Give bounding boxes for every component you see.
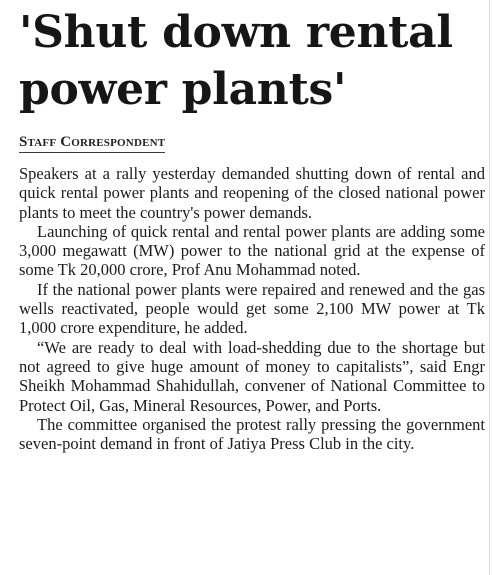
byline-row (19, 131, 165, 153)
column-rule (489, 0, 490, 575)
headline: 'Shut down rental power plants' (19, 7, 453, 115)
paragraph: If the national power plants were repaired and renewed and the gas wells reactivated, people would get some 2,100 MW power at Tk 1,000 crore expenditure, he added. (19, 279, 485, 338)
article-body (19, 164, 485, 453)
paragraph: The committee organised the protest rally pressing the government seven-point demand in front of Jatiya Press Club in the city. (19, 414, 485, 454)
paragraph: “We are ready to deal with load-shedding due to the shortage but not agreed to give huge amount of money to capitalists”, said Engr Sheikh Mohammad Shahidullah, convener of National Committee to Protect Oil, Gas, Mineral Resources, Power, and Ports. (19, 337, 485, 415)
paragraph: Speakers at a rally yesterday demanded shutting down of rental and quick rental power plants and reopening of the closed national power plants to meet the country's power demands. (19, 164, 485, 222)
paragraph: Launching of quick rental and rental power plants are adding some 3,000 megawatt (MW) power to the national grid at the expense of some Tk 20,000 crore, Prof Anu Mohammad noted. (19, 221, 485, 280)
byline: Staff Correspondent (19, 134, 166, 150)
news-article (19, 4, 485, 453)
